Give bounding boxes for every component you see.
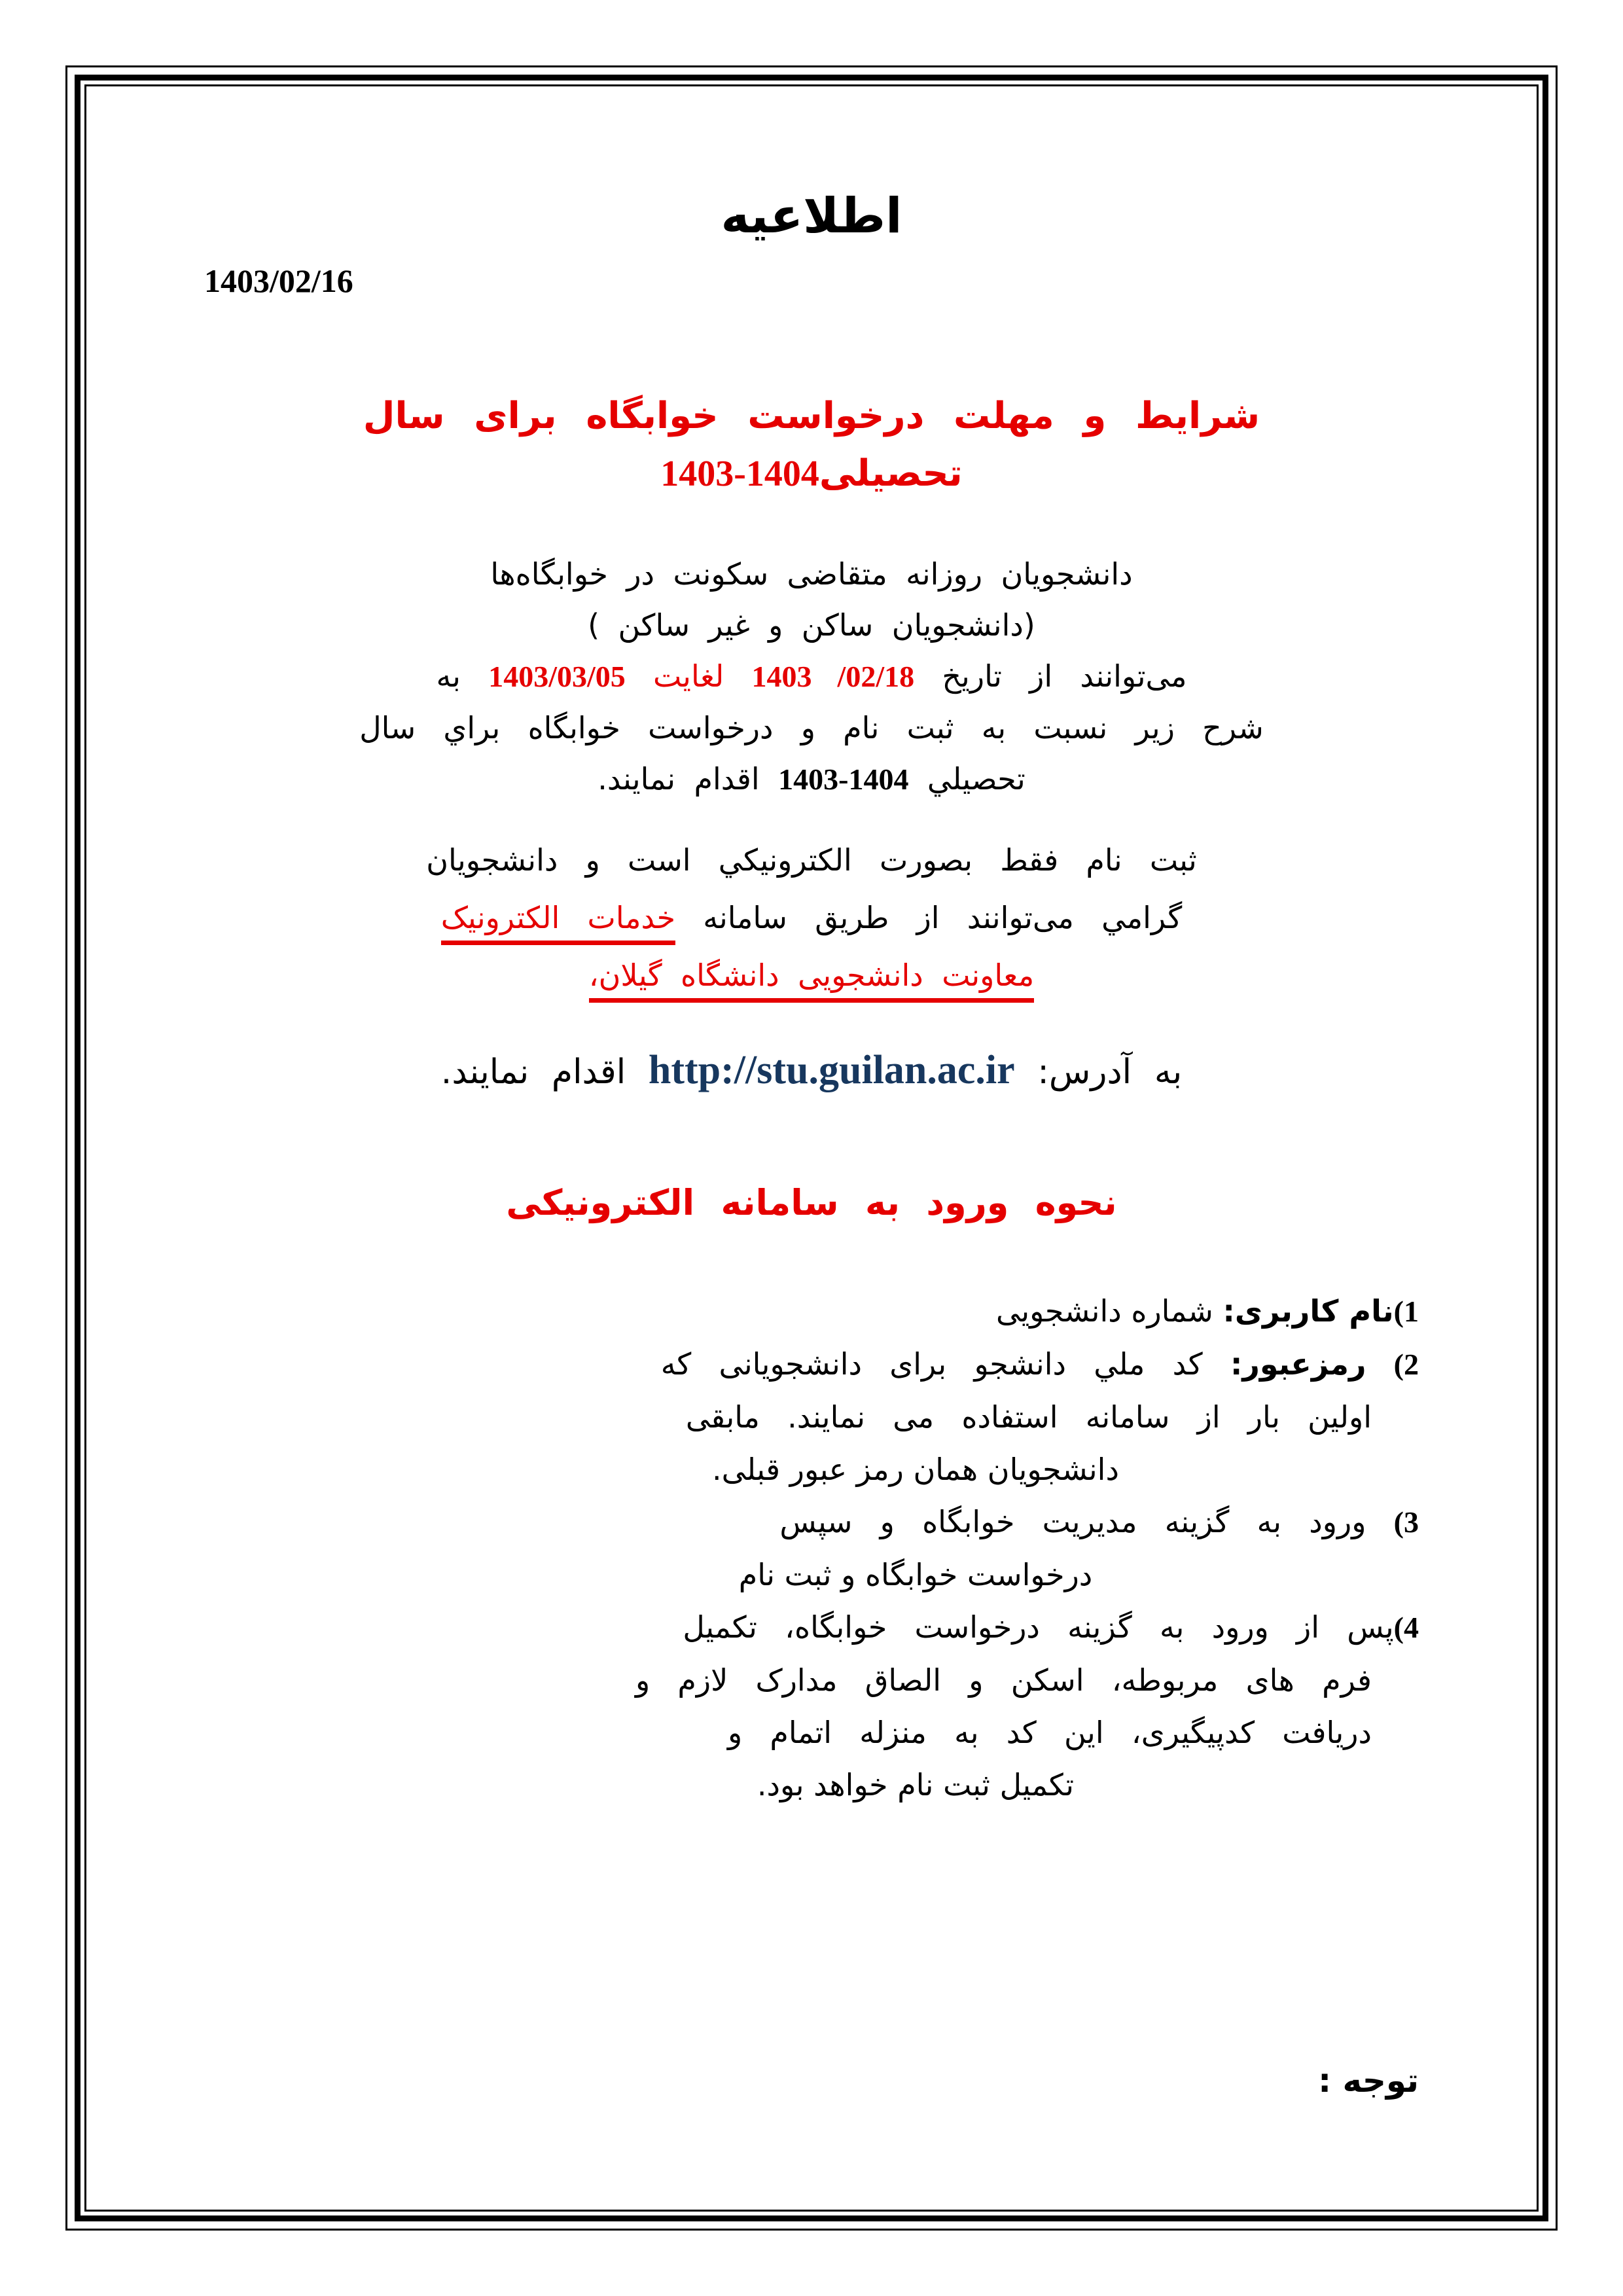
- academic-year-word: تحصيلي: [927, 761, 1026, 797]
- page-title: اطلاعیه: [721, 188, 902, 244]
- para1-line3-tail: به: [436, 658, 461, 694]
- step-3-line1-text: ورود به گزینه مدیریت خوابگاه و سپس: [779, 1504, 1366, 1539]
- para2-line2: [204, 889, 1419, 946]
- para2-line2-text: گرامي می‌توانند از طریق سامانه: [703, 900, 1183, 935]
- step-4-line4: تکمیل ثبت نام خواهد بود.: [757, 1767, 1075, 1803]
- step-3-menu-navigation: [459, 1496, 1419, 1601]
- paragraph-electronic-registration: [204, 831, 1419, 1004]
- main-heading: [204, 387, 1419, 503]
- username-label: نام کاربری:: [1222, 1293, 1394, 1329]
- academic-year-range: 1403-1404: [778, 762, 909, 796]
- step-2-line3: دانشجویان همان رمز عبور قبلی.: [712, 1452, 1119, 1487]
- page-border-inner: [84, 84, 1539, 2212]
- para2-line3: [204, 946, 1419, 1004]
- document-content: [86, 86, 1537, 2210]
- address-line: [204, 1034, 1419, 1108]
- main-heading-line1: شرایط و مهلت درخواست خوابگاه برای سال: [363, 395, 1260, 437]
- step-4-line1: [459, 1601, 1419, 1654]
- step-4-number: 4): [1393, 1611, 1419, 1644]
- step-4-line1-text: پس از ورود به گزینه درخواست خوابگاه، تکمیل: [683, 1609, 1394, 1645]
- student-affairs-highlight: معاونت دانشجویی دانشگاه گیلان،: [589, 958, 1034, 1003]
- login-instructions-heading: نحوه ورود به سامانه الکترونیکی: [506, 1182, 1117, 1223]
- para1-line3-text: می‌توانند از تاریخ: [942, 658, 1187, 694]
- step-2-number: 2): [1393, 1348, 1419, 1381]
- para1-line5: [204, 753, 1419, 805]
- end-date: 1403/03/05: [488, 660, 626, 693]
- login-steps-list: [459, 1285, 1419, 1811]
- page-border-outer: [65, 65, 1558, 2231]
- step-2-line2: اولین بار از سامانه استفاده می نمایند. مابقی: [685, 1399, 1372, 1435]
- step-2-line1-text: کد ملي دانشجو برای دانشجویانی که: [660, 1346, 1203, 1382]
- para1-line2: (دانشجویان ساکن و غیر ساکن ): [588, 607, 1035, 643]
- step-1-line1: [459, 1285, 1419, 1338]
- step-3-line2: درخواست خوابگاه و ثبت نام: [738, 1557, 1093, 1592]
- para1-line3-dates: [204, 651, 1419, 702]
- main-heading-line2: [204, 445, 1419, 503]
- step-2-password: [459, 1338, 1419, 1496]
- document-date: 1403/02/16: [204, 262, 353, 299]
- step-1-username: [459, 1285, 1419, 1338]
- attention-label: توجه :: [1318, 2062, 1419, 2100]
- step-3-line1: [459, 1496, 1419, 1549]
- step-4-line3: دریافت کدپیگیری، این کد به منزله اتمام و: [727, 1715, 1372, 1750]
- username-value: شماره دانشجویی: [996, 1293, 1213, 1329]
- heading-year-range: 1403-1404: [660, 454, 819, 494]
- para1-line1: دانشجویان روزانه متقاضی سکونت در خوابگاه‌ها: [490, 556, 1133, 592]
- para1-line4: شرح زیر نسبت به ثبت نام و درخواست خوابگاه براي سال: [359, 710, 1264, 745]
- portal-url: http://stu.guilan.ac.ir: [648, 1048, 1015, 1092]
- step-3-number: 3): [1393, 1505, 1419, 1539]
- password-label: رمزعبور:: [1230, 1346, 1366, 1382]
- electronic-services-highlight: خدمات الکترونیک: [441, 900, 675, 945]
- paragraph-registration-period: [204, 548, 1419, 805]
- heading-year-word: تحصیلی: [819, 452, 963, 495]
- address-suffix: اقدام نمایند.: [440, 1052, 626, 1092]
- until-word: لغایت: [653, 658, 724, 694]
- start-date: 1403 /02/18: [751, 660, 915, 693]
- step-4-forms-and-tracking-code: [459, 1601, 1419, 1811]
- address-prefix: به آدرس:: [1037, 1052, 1183, 1092]
- step-4-line2: فرم های مربوطه، اسکن و الصاق مدارک لازم و: [635, 1662, 1372, 1698]
- para1-line5-tail: اقدام نمایند.: [597, 761, 760, 797]
- step-2-line1: [459, 1338, 1419, 1391]
- para2-line1: ثبت نام فقط بصورت الکترونیکي است و دانشجویان: [426, 842, 1197, 878]
- page-border-thick: [75, 75, 1548, 2221]
- step-1-number: 1): [1393, 1295, 1419, 1328]
